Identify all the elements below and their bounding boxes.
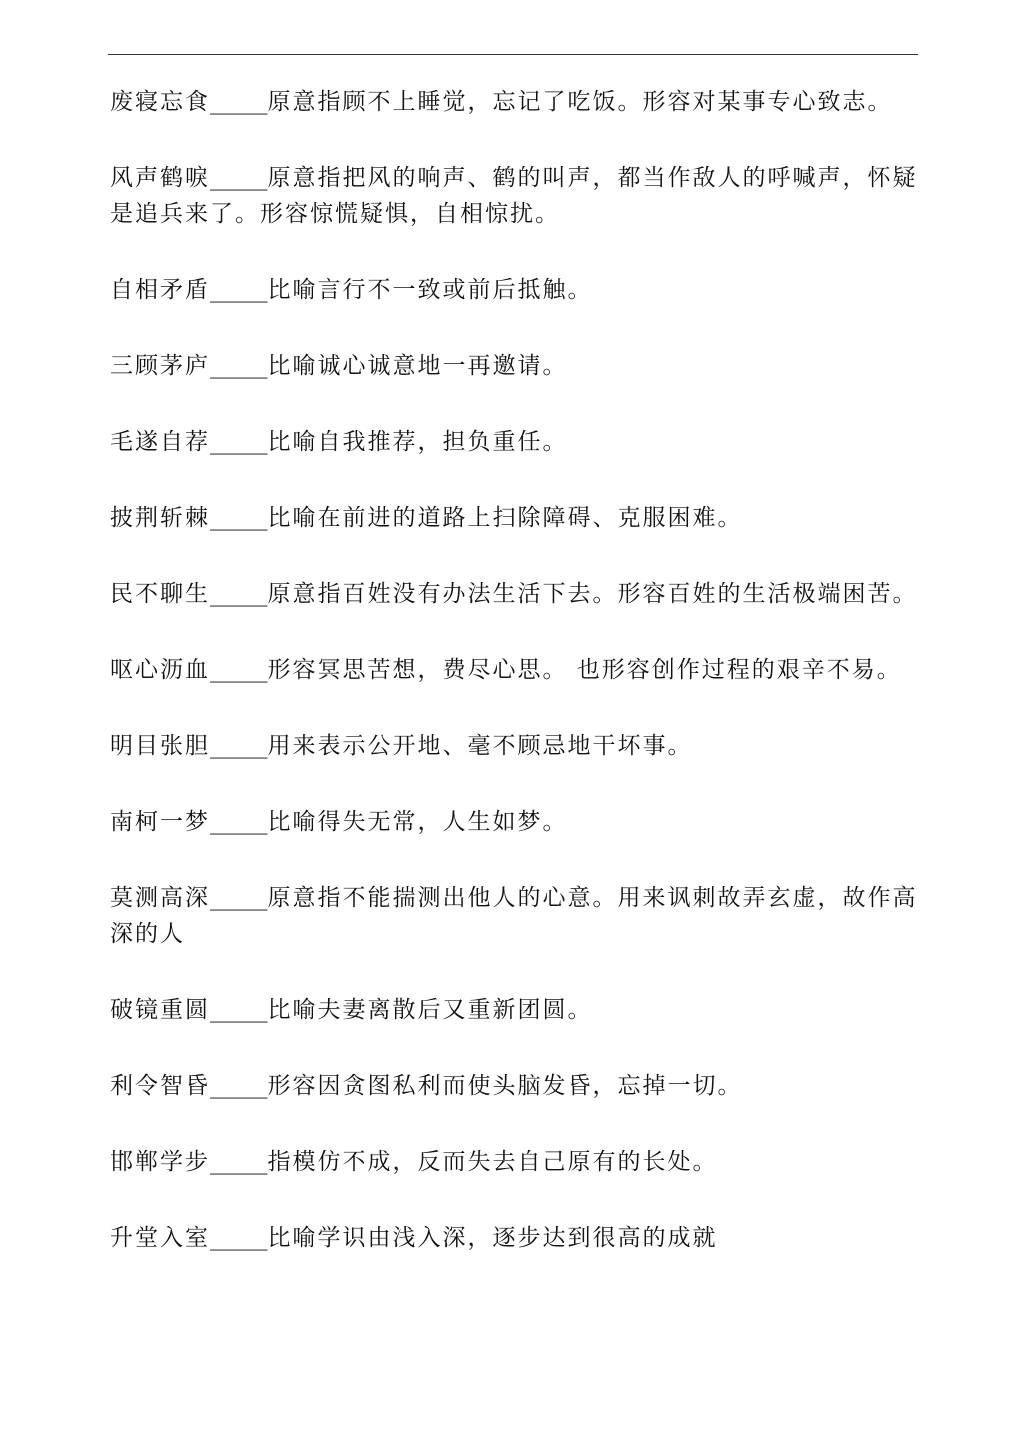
answer-blank: _____: [210, 505, 268, 531]
idiom-term: 废寝忘食: [110, 89, 210, 115]
answer-blank: _____: [210, 165, 268, 191]
idiom-entry: [110, 880, 918, 952]
answer-blank: _____: [210, 1225, 268, 1251]
idiom-definition: 比喻夫妻离散后又重新团圆。: [267, 997, 593, 1023]
idiom-definition: 形容因贪图私利而使头脑发昏，忘掉一切。: [267, 1073, 743, 1099]
answer-blank: _____: [210, 1149, 268, 1175]
idiom-definition: 形容冥思苦想，费尽心思。 也形容创作过程的艰辛不易。: [267, 657, 902, 683]
idiom-entry: [110, 804, 918, 840]
answer-blank: _____: [210, 353, 268, 379]
idiom-term: 莫测高深: [110, 885, 210, 911]
idiom-term: 三顾茅庐: [110, 353, 210, 379]
idiom-entry: [110, 272, 918, 308]
idiom-entry: [110, 84, 918, 120]
answer-blank: _____: [210, 809, 268, 835]
idiom-definition: 比喻学识由浅入深，逐步达到很高的成就: [267, 1225, 718, 1251]
idiom-entry: [110, 160, 918, 232]
idiom-definition: 原意指不能揣测出他人的心意。用来讽刺故弄玄虚，故作高深的人: [110, 885, 918, 947]
idiom-definition: 原意指把风的响声、鹤的叫声，都当作敌人的呼喊声，怀疑是追兵来了。形容惊慌疑惧，自相惊扰。: [110, 165, 918, 227]
idiom-term: 升堂入室: [110, 1225, 210, 1251]
idiom-term: 毛遂自荐: [110, 429, 210, 455]
answer-blank: _____: [210, 997, 268, 1023]
header-rule: [108, 54, 918, 55]
answer-blank: _____: [210, 277, 268, 303]
idiom-term: 风声鹤唳: [110, 165, 210, 191]
idiom-definition: 原意指百姓没有办法生活下去。形容百姓的生活极端困苦。: [267, 581, 918, 607]
idiom-definition: 比喻诚心诚意地一再邀请。: [267, 353, 568, 379]
idiom-term: 南柯一梦: [110, 809, 210, 835]
idiom-definition: 比喻自我推荐，担负重任。: [267, 429, 568, 455]
idiom-entry: [110, 348, 918, 384]
idiom-definition: 比喻在前进的道路上扫除障碍、克服困难。: [267, 505, 743, 531]
idiom-entry: [110, 1220, 918, 1256]
answer-blank: _____: [210, 885, 268, 911]
answer-blank: _____: [210, 733, 268, 759]
idiom-term: 披荆斩棘: [110, 505, 210, 531]
idiom-term: 破镜重圆: [110, 997, 210, 1023]
idiom-term: 利令智昏: [110, 1073, 210, 1099]
idiom-definition: 原意指顾不上睡觉，忘记了吃饭。形容对某事专心致志。: [267, 89, 893, 115]
idiom-list: [110, 84, 918, 1256]
idiom-entry: [110, 1068, 918, 1104]
answer-blank: _____: [210, 1073, 268, 1099]
idiom-definition: 用来表示公开地、毫不顾忌地干坏事。: [267, 733, 693, 759]
idiom-definition: 比喻得失无常，人生如梦。: [267, 809, 568, 835]
idiom-entry: [110, 728, 918, 764]
idiom-term: 民不聊生: [110, 581, 210, 607]
idiom-term: 呕心沥血: [110, 657, 210, 683]
answer-blank: _____: [210, 429, 268, 455]
idiom-term: 明目张胆: [110, 733, 210, 759]
idiom-term: 自相矛盾: [110, 277, 210, 303]
answer-blank: _____: [210, 581, 268, 607]
idiom-entry: [110, 652, 918, 688]
idiom-entry: [110, 500, 918, 536]
idiom-definition: 比喻言行不一致或前后抵触。: [267, 277, 593, 303]
idiom-term: 邯郸学步: [110, 1149, 210, 1175]
idiom-entry: [110, 1144, 918, 1180]
idiom-entry: [110, 576, 918, 612]
answer-blank: _____: [210, 89, 268, 115]
answer-blank: _____: [210, 657, 268, 683]
idiom-definition: 指模仿不成，反而失去自己原有的长处。: [267, 1149, 718, 1175]
idiom-entry: [110, 424, 918, 460]
idiom-entry: [110, 992, 918, 1028]
